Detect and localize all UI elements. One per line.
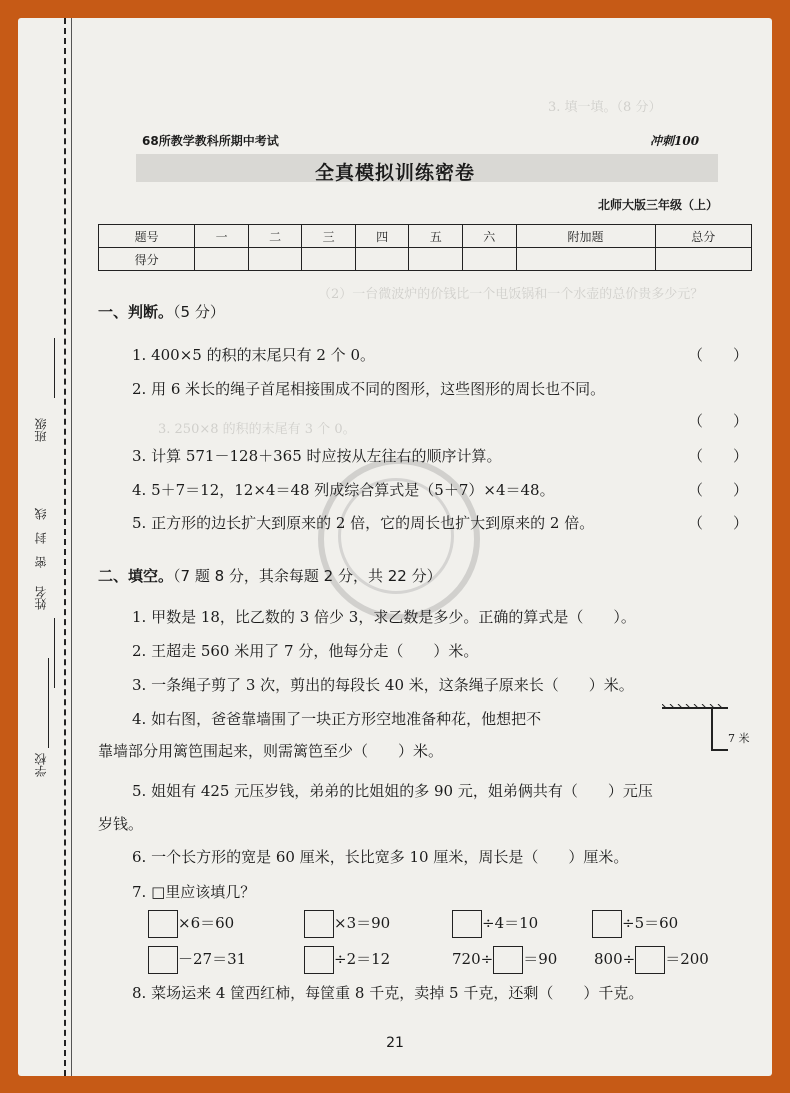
score-header-cell: 五 — [409, 225, 463, 248]
q7-equation: 800÷ ＝200 — [594, 946, 709, 974]
fill-item-4a: 4. 如右图，爸爸靠墙围了一块正方形空地准备种花，他想把不 — [132, 710, 542, 728]
answer-box[interactable] — [304, 910, 334, 938]
score-header-cell: 一 — [195, 225, 249, 248]
score-header-cell: 二 — [248, 225, 302, 248]
fill-item-6: 6. 一个长方形的宽是 60 厘米，长比宽多 10 厘米，周长是（ ）厘米。 — [132, 848, 629, 866]
score-table-score-row — [99, 248, 752, 271]
answer-box[interactable] — [592, 910, 622, 938]
fill-item-7: 7. □里应该填几？ — [132, 883, 256, 901]
section2-title: 二、填空。 — [98, 567, 174, 585]
score-header-cell: 题号 — [99, 225, 195, 248]
school-label: 学校 — [34, 753, 48, 777]
series-title: 68所教学教科所期中考试 — [142, 134, 279, 148]
name-rule — [54, 618, 55, 688]
score-table — [98, 224, 752, 271]
square-plot — [712, 708, 728, 750]
score-cell[interactable] — [195, 248, 249, 271]
q7-equation: 720÷ ＝90 — [452, 946, 557, 974]
judge-item-5: 5. 正方形的边长扩大到原来的 2 倍，它的周长也扩大到原来的 2 倍。 — [132, 514, 595, 532]
q7-equation: ÷2＝12 — [304, 946, 390, 974]
score-header-cell: 四 — [355, 225, 409, 248]
fill-item-3: 3. 一条绳子剪了 3 次，剪出的每段长 40 米，这条绳子原来长（ ）米。 — [132, 676, 634, 694]
answer-box[interactable] — [148, 946, 178, 974]
answer-box[interactable] — [304, 946, 334, 974]
answer-box[interactable] — [493, 946, 523, 974]
section1-points: （5 分） — [173, 303, 225, 321]
judge-item-3: 3. 计算 571－128＋365 时应按从左往右的顺序计算。 — [132, 447, 502, 465]
answer-paren-4[interactable]: （ ） — [688, 481, 749, 499]
q7-equation: ÷4＝10 — [452, 910, 538, 938]
score-header-cell: 附加题 — [516, 225, 655, 248]
score-cell[interactable] — [462, 248, 516, 271]
answer-box[interactable] — [635, 946, 665, 974]
judge-item-2: 2. 用 6 米长的绳子首尾相接围成不同的图形，这些图形的周长也不同。 — [132, 380, 606, 398]
page-title: 全真模拟训练密卷 — [314, 162, 475, 184]
figure-side-label: 7 米 — [728, 732, 750, 745]
answer-paren-3[interactable]: （ ） — [688, 447, 749, 465]
score-cell[interactable] — [409, 248, 463, 271]
class-label: 班级 — [34, 418, 48, 442]
q7-equation: ×3＝90 — [304, 910, 390, 938]
score-cell[interactable] — [248, 248, 302, 271]
judge-item-4: 4. 5＋7＝12，12×4＝48 列成综合算式是（5＋7）×4＝48。 — [132, 481, 555, 499]
bleed-through-text: （2）一台微波炉的价钱比一个电饭锅和一个水壶的总价贵多少元？ — [318, 287, 704, 302]
score-row-label: 得分 — [99, 248, 195, 271]
square-garden-figure — [662, 704, 728, 756]
answer-paren-1[interactable]: （ ） — [688, 346, 749, 364]
grade-label: 北师大版三年级（上） — [598, 198, 719, 212]
class-rule — [54, 338, 55, 398]
fill-item-2: 2. 王超走 560 米用了 7 分，他每分走（ ）米。 — [132, 642, 479, 660]
score-header-cell: 三 — [302, 225, 356, 248]
brand-logo: 冲刺100 — [650, 134, 700, 148]
bleed-through-text: 3. 填一填。（8 分） — [548, 100, 662, 115]
score-cell[interactable] — [655, 248, 751, 271]
score-table-header-row — [99, 225, 752, 248]
score-header-cell: 总分 — [655, 225, 751, 248]
school-rule — [48, 658, 49, 748]
answer-box[interactable] — [148, 910, 178, 938]
score-cell[interactable] — [302, 248, 356, 271]
judge-item-1: 1. 400×5 的积的末尾只有 2 个 0。 — [132, 346, 375, 364]
fill-item-4b: 靠墙部分用篱笆围起来，则需篱笆至少（ ）米。 — [98, 742, 444, 760]
exam-page — [18, 18, 772, 1076]
fill-item-5b: 岁钱。 — [98, 815, 144, 833]
seal-label: 密 封 线 — [34, 508, 48, 568]
q7-equation: ×6＝60 — [148, 910, 234, 938]
answer-paren-5[interactable]: （ ） — [688, 514, 749, 532]
fill-item-1: 1. 甲数是 18，比乙数的 3 倍少 3，求乙数是多少。正确的算式是（ ）。 — [132, 608, 636, 626]
section2-heading — [98, 565, 442, 586]
page-number: 21 — [386, 1035, 404, 1051]
fill-item-8: 8. 菜场运来 4 筐西红柿，每筐重 8 千克，卖掉 5 千克，还剩（ ）千克。 — [132, 984, 644, 1002]
score-cell[interactable] — [516, 248, 655, 271]
q7-equation: －27＝31 — [148, 946, 246, 974]
fill-item-5a: 5. 姐姐有 425 元压岁钱，弟弟的比姐姐的多 90 元，姐弟俩共有（ ）元压 — [132, 782, 653, 800]
score-cell[interactable] — [355, 248, 409, 271]
bleed-through-text: 3. 250×8 的积的末尾有 3 个 0。 — [158, 422, 356, 437]
section1-title: 一、判断。 — [98, 303, 174, 321]
name-label: 姓名 — [34, 586, 48, 610]
answer-box[interactable] — [452, 910, 482, 938]
answer-paren-2[interactable]: （ ） — [688, 412, 749, 430]
q7-equation: ÷5＝60 — [592, 910, 678, 938]
section2-points: （7 题 8 分，其余每题 2 分，共 22 分） — [173, 567, 442, 585]
section1-heading — [98, 301, 225, 322]
score-header-cell: 六 — [462, 225, 516, 248]
